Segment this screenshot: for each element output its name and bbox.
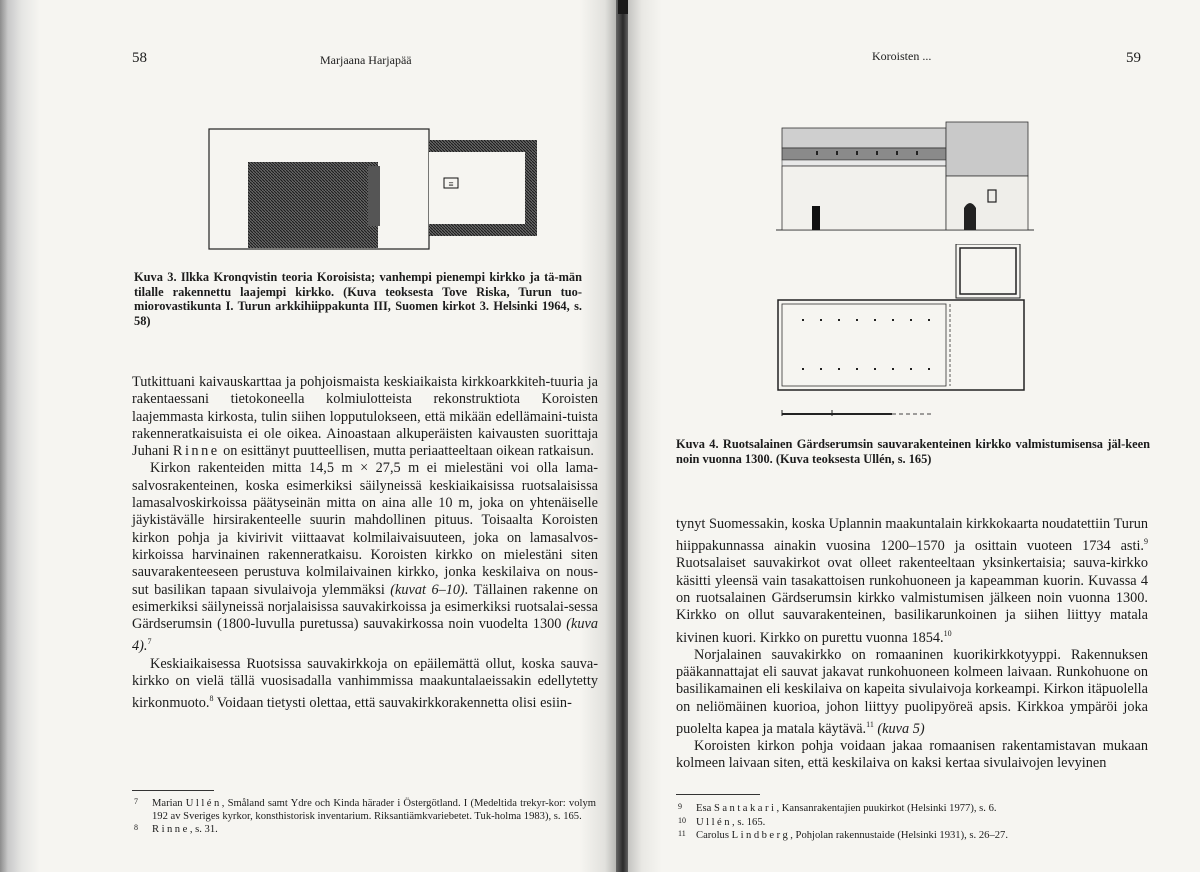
footnote-rule [676,794,760,795]
footnote-10: 10 Ullén, s. 165. [678,815,766,828]
footnote-ref[interactable]: 7 [147,637,152,647]
right-page [628,0,1200,872]
page-number: 58 [132,50,147,66]
paragraph-1: tynyt Suomessakin, koska Uplannin maakuntalain kirkkokaarta noudatettiin Turun hiippakunnassa ainakin vuosina 1200–1570 ja osittain vuoteen 1734 asti.$^9$ Ruotsalaiset sauvakirkot ovat olleet rakenteeltaan yksinkertaisia; sauva-kirkko käsitti yleensä vain tasakattoisen runkohuoneen ja kapeamman kuorin. Kuvassa 4 on ruotsalainen Gärdserumsin kirkko valmistumisen jälkeen noin vuonna 1300. Kirkko on ollut sauvarakenteinen, basilikarunkoinen ja siihen liittyy matala kivinen kuori. Kirkko on purettu vuonna 1854.10 [676,516,1148,646]
figure-4-plan [772,244,1034,424]
paragraph-1: Tutkittuani kaivauskarttaa ja pohjoismaista keskiaikaista kirkkoarkkiteh-tuuria ja rakentaessani tietokoneella kolmiulotteista rekonstruktiota Koroisten laajemmasta kirkosta, tulin siihen lopputulokseen, että mikään edellämaini-tuista rakenneratkaisuista ei ole oikea. Ainoastaan alkuperäisten kaivausten suorittaja Juhani Rinne on esittänyt puutteellisen, mutta periaatteeltaan oikean ratkaisun. [132,374,598,460]
body-text [676,516,1148,772]
body-text [132,374,598,712]
figure-4-elevation [776,118,1034,236]
running-head: Marjaana Harjapää [320,53,412,67]
footnotes [134,798,596,838]
figure-reference: (kuvat 6–10). [390,581,469,598]
figure-reference: (kuva 4). [132,616,598,655]
paragraph-3: Koroisten kirkon pohja voidaan jakaa romaanisen rakentamistavan mukaan kolmeen laivaan siten, että keskilaiva on kaksi kertaa sivulaivojen levyinen [676,737,1148,772]
paragraph-2: Norjalainen sauvakirkko on romaaninen kuorikirkkotyyppi. Rakennuksen pääkannattajat eli sauvat jakavat runkohuoneen kolmeen laivaan. Runkohuone on basilikamainen eli keskilaiva on kapeita sivulaivoja korkeampi. Kirkon itäpuolella on neliömäinen kuorioa, johon liittyy puolipyöreä apsis. Kirkkoa ympäröi joka puolelta kapea ja matala käytävä.$^{11}$ (kuva 5) [676,646,1148,737]
footnote-9: 9 Esa Santakari, Kansanrakentajien puukirkot (Helsinki 1977), s. 6. [678,802,997,814]
figure-reference: (kuva 5) [873,720,925,737]
church-plan-drawing [772,244,1034,424]
figure-4-caption: Kuva 4. Ruotsalainen Gärdserumsin sauvarakenteinen kirkko valmistumisensa jäl-keen noin vuonna 1300. (Kuva teoksesta Ullén, s. 165) [676,437,1150,466]
footnote-11: 11 Carolus Lindberg, Pohjolan rakennustaide (Helsinki 1931), s. 26–27. [678,829,1008,842]
footnote-ref[interactable]: 9 [1144,537,1148,547]
paragraph-2: Kirkon rakenteiden mitta 14,5 m × 27,5 m ei mielestäni voi olla lama-salvosrakenteinen, koska esimerkiksi säilyneissä keskiaikaisissa ruotsalaisissa lamasalvoskirkoissa päätyseinän mitta on aina alle 10 m, joka on yhtenäiselle jäykistävälle hirsirakenteelle suurin mahdollinen pituus. Toisaalta Koroisten kirkon pohja ja kivirivit viittaavat kolmilaivaisuuteen, joka on lamasalvos-kirkoissa harvinainen rakenneratkaisu. Koroisten kirkko on mielestäni siten sauvarakenteeseen perustuva kolmilaivainen kirkko, jonka keskilaiva on nous-sut basilikan tapaan sivulaivoja ylemmäksi (kuvat 6–10). Tällainen rakenne on esimerkiksi säilyneissä norjalaisissa sauvakirkoissa ja esimerkiksi ruotsalai-sessa Gärdserumsin (1800-luvulla puretussa) sauvakirkossa noin vuodelta 1300 (kuva 4).$^7$ [132,460,598,655]
paragraph-3: Keskiaikaisessa Ruotsissa sauvakirkkoja on epäilemättä ollut, koska sauva-kirkko on vielä tällä vuosisadalla vanhimmissa maakuntalaeissakin edellytetty kirkonmuoto.$^8$ Voidaan tietysti olettaa, että sauvakirkkorakennetta olisi esiin- [132,655,598,711]
figure-label: ≡ [448,179,454,189]
footnotes [678,803,1148,844]
footnote-ref[interactable]: 10 [943,628,952,638]
church-elevation-drawing [776,118,1034,236]
footnote-ref[interactable]: 8 [209,694,214,704]
floor-plan-drawing [208,128,540,252]
footnote-rule [132,790,214,791]
figure-3-floor-plan [208,128,540,252]
footnote-8: 8 Rinne, s. 31. [134,823,218,836]
figure-3-caption: Kuva 3. Ilkka Kronqvistin teoria Koroisista; vanhempi pienempi kirkko ja tä-män tilalle rakennettu laajempi kirkko. (Kuva teoksesta Tove Riska, Turun tuo-miorovastikunta I. Turun arkkihiippakunta III, Suomen kirkot 3. Helsinki 1964, s. 58) [134,270,582,328]
footnote-ref[interactable]: 11 [866,719,874,729]
author-name: Rinne [172,443,220,460]
page-number: 59 [1126,50,1141,66]
running-head: Koroisten ... [872,49,932,63]
footnote-7: 7 Marian Ullén, Småland samt Ydre och Kinda härader i Östergötland. I (Medeltida trekyr-kor: volym 192 av Sveriges kyrkor, konsthistorisk inventarium. Riksantiämkvariebetet. Tuk-holma 1983), s. 165. [134,797,596,822]
